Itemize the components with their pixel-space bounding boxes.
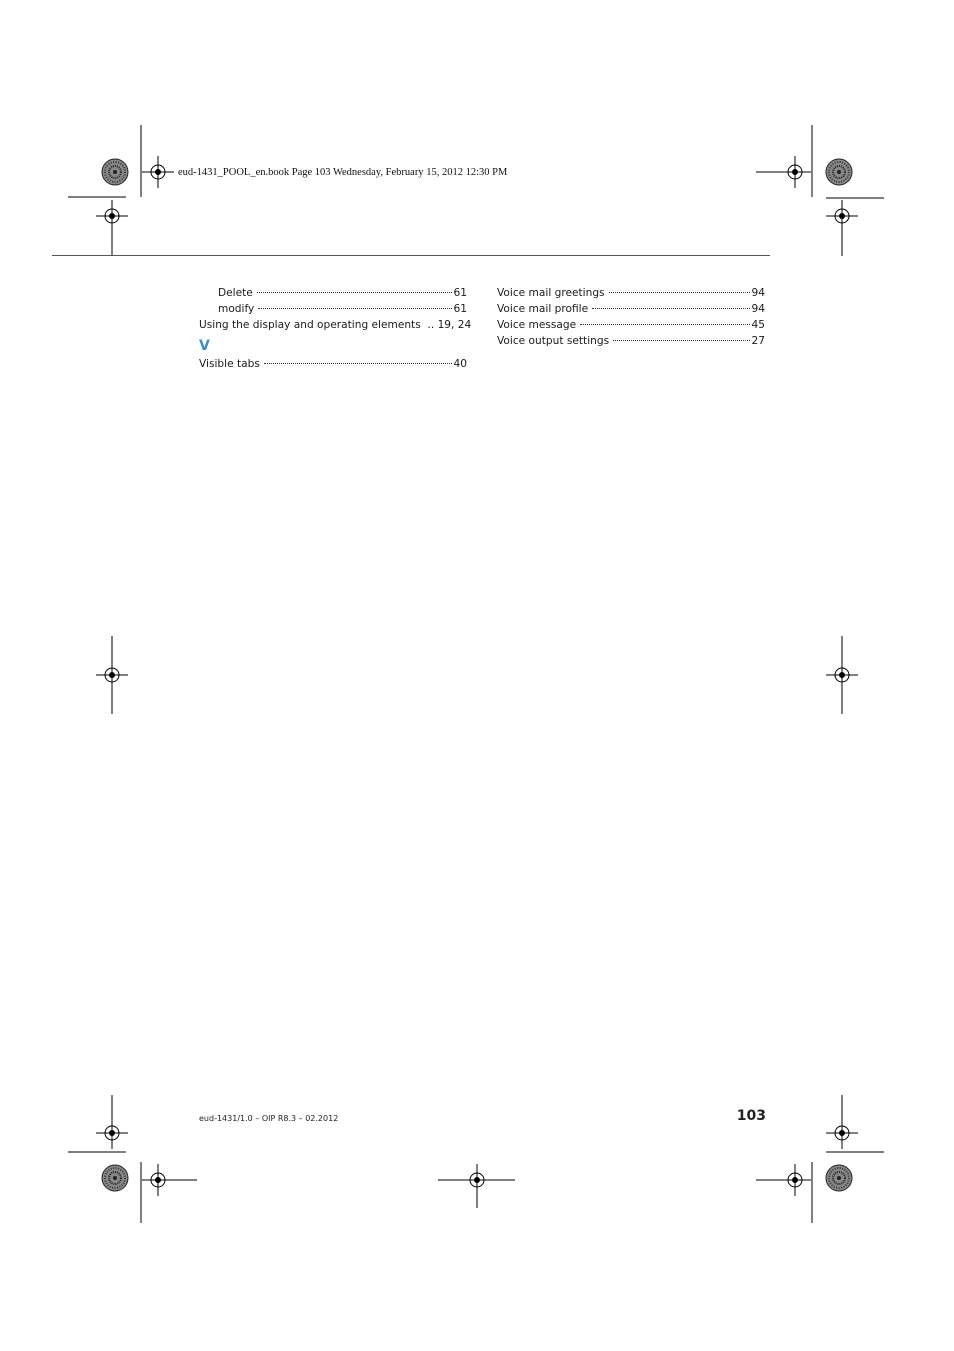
index-term: Voice output settings (497, 335, 610, 347)
index-term: Visible tabs (199, 358, 260, 370)
index-term: Voice mail greetings (497, 287, 605, 299)
registration-target-icon (102, 1165, 128, 1191)
registration-mark-icon (826, 1117, 858, 1149)
leader-dots (257, 292, 452, 293)
index-entry (497, 285, 765, 301)
index-term: Using the display and operating elements .. 19, 24 (199, 319, 472, 331)
index-entry (199, 285, 467, 301)
index-term: Voice message (497, 319, 577, 331)
leader-dots (613, 340, 749, 341)
index-page-ref: 94 (751, 287, 765, 299)
index-entry (497, 333, 765, 349)
index-column-right (497, 285, 765, 349)
registration-target-icon (826, 159, 852, 185)
index-term: Voice mail profile (497, 303, 589, 315)
index-entry (497, 317, 765, 333)
index-entry (497, 301, 765, 317)
index-column-left (199, 285, 472, 372)
index-page-ref: 27 (751, 335, 765, 347)
index-page-ref: 40 (453, 358, 467, 370)
print-slug: eud-1431_POOL_en.book Page 103 Wednesday, February 15, 2012 12:30 PM (178, 167, 508, 178)
index-term: Delete (218, 287, 253, 299)
registration-mark-icon (96, 200, 128, 232)
registration-mark-icon (142, 156, 174, 188)
index-page-ref: 61 (453, 303, 467, 315)
leader-dots (609, 292, 750, 293)
leader-dots (264, 363, 452, 364)
index-entry (199, 301, 467, 317)
index-page-ref: 94 (751, 303, 765, 315)
index-section-letter: V (199, 338, 210, 354)
footer-page-number: 103 (736, 1108, 766, 1124)
index-entry (199, 356, 467, 372)
footer-doc-id: eud-1431/1.0 – OIP R8.3 – 02.2012 (199, 1114, 339, 1123)
registration-target-icon (826, 1165, 852, 1191)
index-page-ref: 61 (453, 287, 467, 299)
leader-dots (258, 308, 451, 309)
registration-mark-icon (826, 200, 858, 232)
registration-mark-icon (96, 1117, 128, 1149)
leader-dots (580, 324, 749, 325)
registration-target-icon (102, 159, 128, 185)
header-rule (52, 255, 770, 256)
index-term: modify (218, 303, 255, 315)
leader-dots (592, 308, 749, 309)
index-page-ref: 45 (751, 319, 765, 331)
index-entry (199, 317, 472, 333)
